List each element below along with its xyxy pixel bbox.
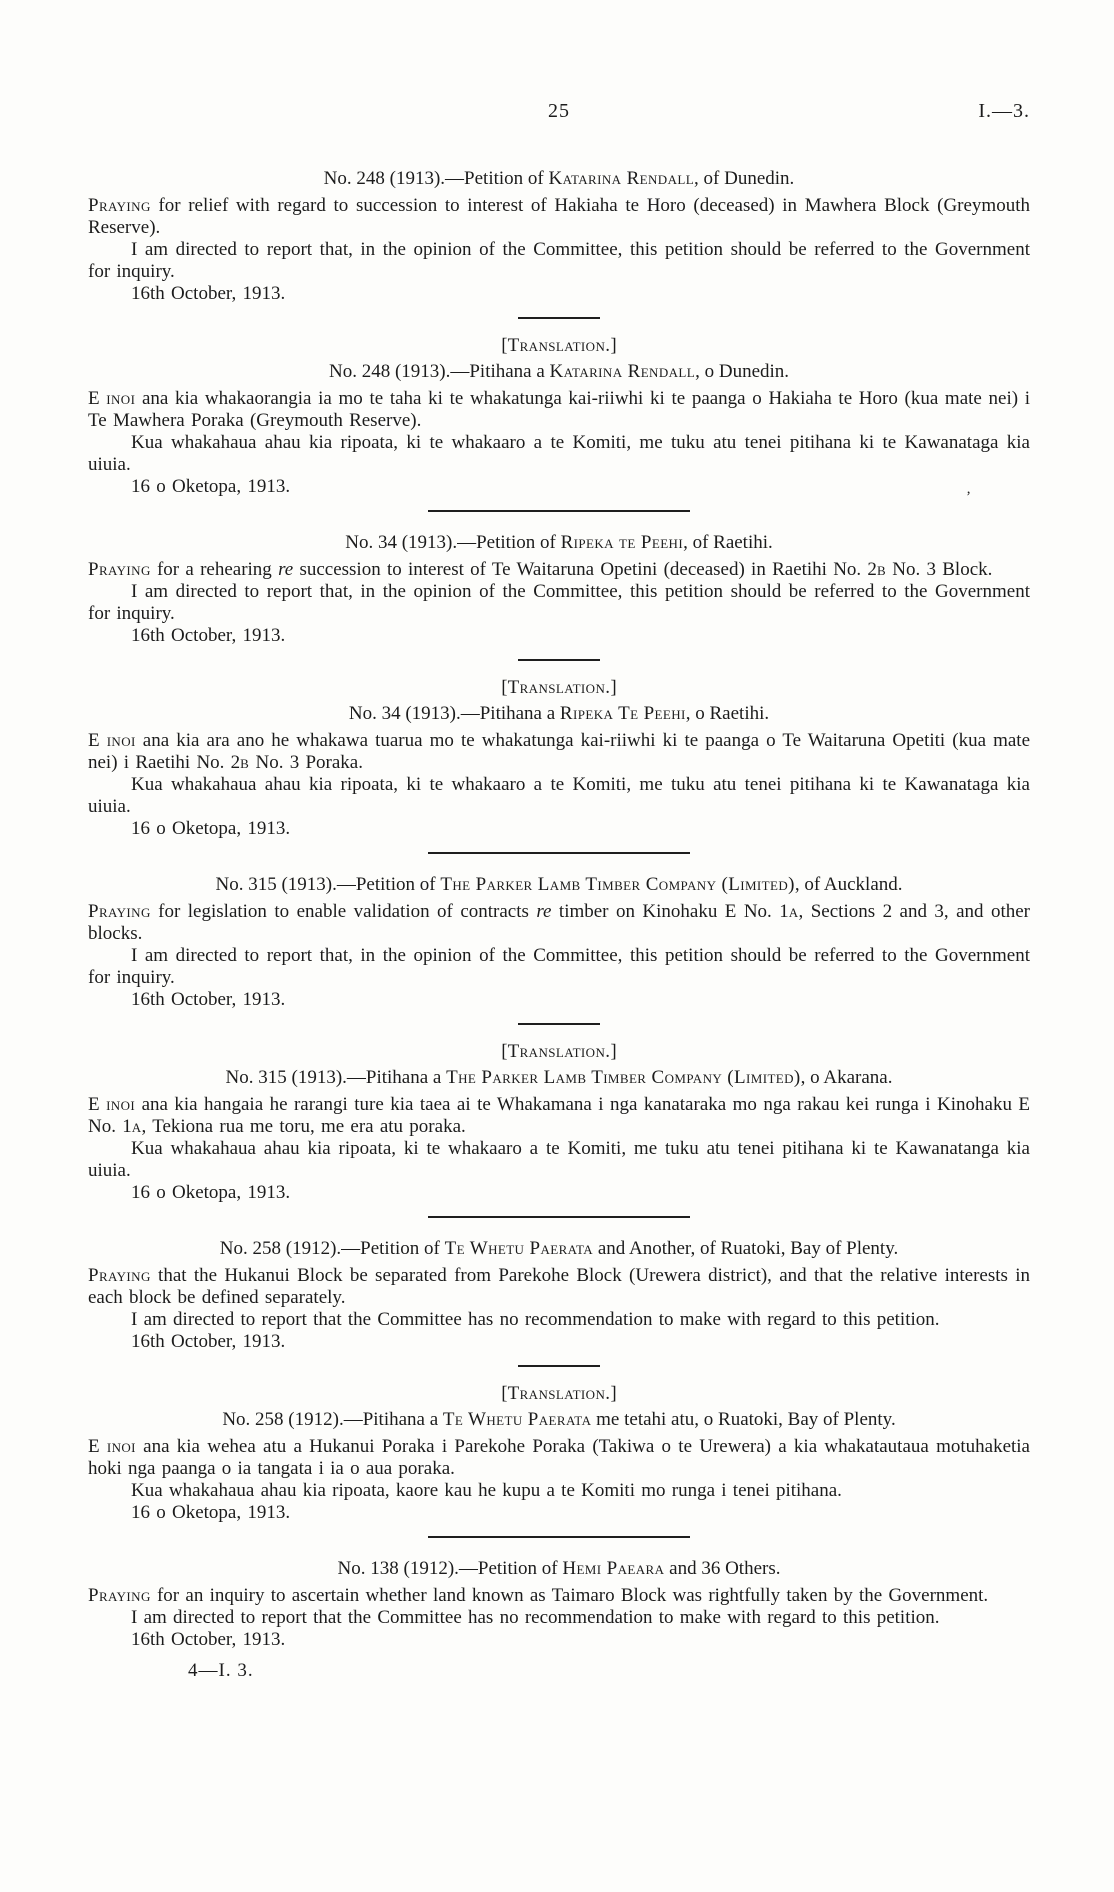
text-run: Kua whakahaua ahau kia ripoata, ki te whakaaro a te Komiti, me tuku atu tenei pitihana ki te Kawanatanga kia uiuia. (88, 1138, 1030, 1181)
section-separator (428, 510, 690, 512)
text-run: No. 138 (1912).—Petition of (337, 1558, 563, 1579)
petition-paragraph (88, 901, 1030, 945)
petition-paragraph (88, 774, 1030, 818)
text-run: , o Dunedin. (695, 361, 790, 382)
page-number: 25 (548, 100, 570, 122)
small-caps-text: The Parker Lamb Timber Company (Limited) (446, 1067, 801, 1088)
text-run: ] (610, 1383, 617, 1404)
petition-heading (88, 1238, 1030, 1260)
petition-34-translation (88, 673, 1030, 840)
small-caps-text: Translation. (507, 1383, 611, 1404)
text-run: No. 3 Block. (886, 559, 993, 580)
text-run: ] (610, 1041, 617, 1062)
text-run: No. 248 (1913).—Petition of (323, 168, 549, 189)
small-caps-text: Te Whetu Paerata (442, 1409, 592, 1430)
petition-date (88, 989, 1030, 1011)
text-run: , Tekiona rua me toru, me era atu poraka. (141, 1116, 466, 1137)
text-run: [ (501, 335, 508, 356)
petition-paragraph (88, 1309, 1030, 1331)
footer-imprint: 4—I. 3. (188, 1660, 254, 1681)
petition-258-english (88, 1230, 1030, 1353)
petition-heading (88, 1558, 1030, 1580)
small-caps-text: b (876, 559, 887, 580)
text-run: No. 3 Poraka. (249, 752, 363, 773)
text-run: ana kia ara ano he whakawa tuarua mo te whakatunga kai-riiwhi ki te paanga o Te Waitaruna Opetiti (kua mate nei) i Raetihi No. 2 (88, 730, 1031, 773)
small-caps-text: Praying (88, 559, 151, 580)
text-run: [ (501, 1383, 508, 1404)
small-caps-text: Te Whetu Paerata (444, 1238, 594, 1259)
petition-heading (88, 532, 1030, 554)
text-run: No. 315 (1913).—Pitihana a (225, 1067, 447, 1088)
small-caps-text: Praying (88, 1265, 151, 1286)
petition-date (88, 625, 1030, 647)
petition-paragraph (88, 1094, 1030, 1138)
text-run: for relief with regard to succession to interest of Hakiaha te Horo (deceased) in Mawhera Block (Greymouth Reserve). (88, 195, 1030, 238)
small-caps-text: Translation. (507, 335, 611, 356)
petition-date (88, 476, 1030, 498)
petition-date (88, 1629, 1030, 1651)
text-run: for a rehearing (150, 559, 279, 580)
text-run: ] (610, 677, 617, 698)
text-run: , o Akarana. (800, 1067, 893, 1088)
petition-248-translation (88, 331, 1030, 498)
section-separator (518, 659, 600, 661)
text-run: No. 258 (1912).—Petition of (219, 1238, 445, 1259)
petition-paragraph (88, 432, 1030, 476)
text-run: ana kia hangaia he rarangi ture kia taea ai te Whakamana i nga kanataraka mo nga rakau kei runga i Kinohaku E No. 1 (88, 1094, 1030, 1137)
text-run: , of Dunedin. (694, 168, 795, 189)
section-separator (428, 1216, 690, 1218)
petition-paragraph (88, 388, 1030, 432)
text-run: ana kia wehea atu a Hukanui Poraka i Parekohe Poraka (Takiwa o te Urewera) a kia whakatautaua motuhaketia hoki nga paanga o ia tangata i ia o aua poraka. (88, 1436, 1030, 1479)
small-caps-text: a (131, 1116, 142, 1137)
petition-paragraph (88, 1265, 1030, 1309)
text-run: No. 34 (1913).—Petition of (345, 532, 561, 553)
text-run: 16th October, 1913. (131, 283, 286, 304)
page-header (88, 100, 1030, 126)
text-run: E (88, 388, 107, 409)
petition-date (88, 1331, 1030, 1353)
small-caps-text: a (788, 901, 799, 922)
small-caps-text: b (240, 752, 250, 773)
text-run: I am directed to report that, in the opinion of the Committee, this petition should be referred to the Government for inquiry. (88, 239, 1030, 282)
text-run: I am directed to report that the Committee has no recommendation to make with regard to this petition. (131, 1309, 940, 1330)
small-caps-text: inoi (106, 1094, 136, 1115)
petition-date (88, 283, 1030, 305)
text-run: for an inquiry to ascertain whether land known as Taimaro Block was rightfully taken by the Government. (150, 1585, 989, 1606)
text-run: , o Raetihi. (685, 703, 770, 724)
text-run: E (88, 1094, 107, 1115)
text-run: Kua whakahaua ahau kia ripoata, ki te whakaaro a te Komiti, me tuku atu tenei pitihana ki te Kawanataga kia uiuia. (88, 774, 1030, 817)
petition-paragraph (88, 195, 1030, 239)
petition-paragraph (88, 239, 1030, 283)
petition-34-english (88, 524, 1030, 647)
text-run: 16 o Oketopa, 1913. (131, 818, 291, 839)
text-run: I am directed to report that, in the opinion of the Committee, this petition should be referred to the Government for inquiry. (88, 581, 1030, 624)
text-run: and 36 Others. (664, 1558, 781, 1579)
translation-label (88, 1383, 1030, 1405)
translation-label (88, 1041, 1030, 1063)
small-caps-text: Ripeka Te Peehi (559, 703, 686, 724)
small-caps-text: Hemi Paeara (562, 1558, 665, 1579)
text-run: ] (610, 335, 617, 356)
text-run: succession to interest of Te Waitaruna Opetini (deceased) in Raetihi No. 2 (293, 559, 877, 580)
translation-label (88, 335, 1030, 357)
small-caps-text: Translation. (507, 1041, 611, 1062)
italic-text: re (278, 559, 294, 580)
small-caps-text: The Parker Lamb Timber Company (Limited) (440, 874, 795, 895)
small-caps-text: Translation. (507, 677, 611, 698)
text-run: I am directed to report that, in the opinion of the Committee, this petition should be referred to the Government for inquiry. (88, 945, 1030, 988)
text-run: 16 o Oketopa, 1913. (131, 476, 291, 497)
petition-paragraph (88, 1436, 1030, 1480)
small-caps-text: Katarina Rendall (548, 168, 695, 189)
text-run: for legislation to enable validation of contracts (150, 901, 537, 922)
petitions-list (88, 160, 1030, 1651)
section-separator (518, 1023, 600, 1025)
petition-paragraph (88, 1585, 1030, 1607)
petition-paragraph (88, 1480, 1030, 1502)
petition-315-translation (88, 1037, 1030, 1204)
text-run: Kua whakahaua ahau kia ripoata, kaore kau he kupu a te Komiti mo runga i tenei pitihana. (131, 1480, 842, 1501)
petition-date (88, 1502, 1030, 1524)
text-run: I am directed to report that the Committee has no recommendation to make with regard to this petition. (131, 1607, 940, 1628)
petition-paragraph (88, 730, 1030, 774)
text-run: No. 315 (1913).—Petition of (215, 874, 441, 895)
text-run: and Another, of Ruatoki, Bay of Plenty. (593, 1238, 899, 1259)
text-run: , of Auckland. (794, 874, 903, 895)
text-run: 16 o Oketopa, 1913. (131, 1182, 291, 1203)
petition-paragraph (88, 1607, 1030, 1629)
petition-heading (88, 168, 1030, 190)
section-separator (428, 1536, 690, 1538)
translation-label (88, 677, 1030, 699)
ink-mark-artifact: ’ (966, 489, 971, 505)
petition-paragraph (88, 1138, 1030, 1182)
petition-heading (88, 874, 1030, 896)
section-separator (518, 317, 600, 319)
small-caps-text: inoi (106, 1436, 136, 1457)
petition-paragraph (88, 581, 1030, 625)
text-run: No. 34 (1913).—Pitihana a (348, 703, 560, 724)
paper-reference: I.—3. (978, 100, 1030, 122)
text-run: ana kia whakaorangia ia mo te taha ki te whakatunga kai-riiwhi ki te paanga o Hakiaha te Horo (kua mate nei) i Te Mawhera Poraka (Greymouth Reserve). (88, 388, 1030, 431)
text-run: Kua whakahaua ahau kia ripoata, ki te whakaaro a te Komiti, me tuku atu tenei pitihana ki te Kawanataga kia uiuia. (88, 432, 1030, 475)
petition-date (88, 818, 1030, 840)
section-separator (518, 1365, 600, 1367)
small-caps-text: inoi (106, 730, 136, 751)
text-run: [ (501, 1041, 508, 1062)
small-caps-text: Praying (88, 901, 151, 922)
text-run: me tetahi atu, o Ruatoki, Bay of Plenty. (591, 1409, 896, 1430)
petition-248-english (88, 160, 1030, 305)
small-caps-text: Katarina Rendall (549, 361, 696, 382)
petition-heading (88, 1409, 1030, 1431)
small-caps-text: Praying (88, 1585, 151, 1606)
text-run: 16th October, 1913. (131, 1331, 286, 1352)
text-run: No. 248 (1913).—Pitihana a (328, 361, 550, 382)
text-run: E (88, 730, 107, 751)
petition-heading (88, 703, 1030, 725)
petition-138-english (88, 1550, 1030, 1651)
section-separator (428, 852, 690, 854)
petition-paragraph (88, 945, 1030, 989)
text-run: 16th October, 1913. (131, 1629, 286, 1650)
text-run: E (88, 1436, 107, 1457)
text-run: timber on Kinohaku E No. 1 (551, 901, 789, 922)
text-run: that the Hukanui Block be separated from Parekohe Block (Urewera district), and that the relative interests in each block be defined separately. (88, 1265, 1030, 1308)
petition-date (88, 1182, 1030, 1204)
petition-heading (88, 1067, 1030, 1089)
petition-315-english (88, 866, 1030, 1011)
text-run: , Sections 2 and 3, and other blocks. (88, 901, 1030, 944)
text-run: 16 o Oketopa, 1913. (131, 1502, 291, 1523)
small-caps-text: Praying (88, 195, 151, 216)
italic-text: re (536, 901, 552, 922)
text-run: 16th October, 1913. (131, 625, 286, 646)
text-run: 16th October, 1913. (131, 989, 286, 1010)
text-run: [ (501, 677, 508, 698)
small-caps-text: Ripeka te Peehi (560, 532, 684, 553)
petition-paragraph (88, 559, 1030, 581)
text-run: , of Raetihi. (683, 532, 773, 553)
petition-heading (88, 361, 1030, 383)
petition-258-translation (88, 1379, 1030, 1524)
small-caps-text: inoi (106, 388, 136, 409)
text-run: No. 258 (1912).—Pitihana a (222, 1409, 443, 1430)
